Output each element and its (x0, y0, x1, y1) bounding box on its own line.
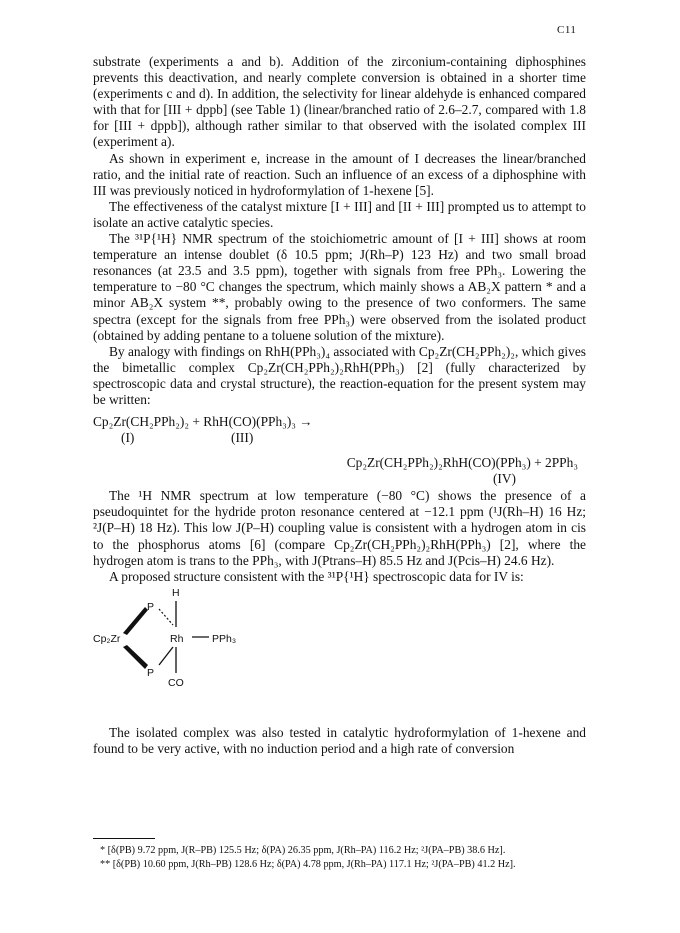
paragraph-5: By analogy with findings on RhH(PPh₃)₄ associated with Cp₂Zr(CH₂PPh₂)₂, which gives the bimetallic complex Cp₂Zr(CH₂PPh₂)₂RhH(PPh₃) [2] (fully characterized by spectroscopic data and crystal structure), the reaction-equation for the present system may be written: (93, 343, 586, 407)
label-co: CO (168, 676, 184, 689)
equation-reactant-labels (93, 430, 586, 447)
label-cp2zr: Cp₂Zr (93, 632, 121, 645)
paragraph-7: A proposed structure consistent with the ³¹P{¹H} spectroscopic data for IV is: (109, 568, 524, 584)
paragraph-3: The effectiveness of the catalyst mixture [I + III] and [II + III] prompted us to attempt to isolate an active catalytic species. (93, 198, 586, 230)
label-reactant-1: (I) (121, 430, 135, 446)
label-reactant-2: (III) (231, 430, 254, 446)
reaction-equation (93, 414, 586, 488)
paragraph-8: The isolated complex was also tested in catalytic hydroformylation of 1-hexene and found to be very active, with no induction period and a high rate of conversion (93, 724, 586, 756)
paragraph-1: substrate (experiments a and b). Addition of the zirconium-containing diphosphines prevents this deactivation, and nearly complete conversion is obtained in a shorter time (experiments c and d). In addition, the selectivity for linear aldehyde is enhanced compared with that for [III + dppb] (see Table 1) (linear/branched ratio of 2.6–2.7, compared with 1.8 for [III + dppb]), although rather similar to that observed with the isolated complex III (experiment a). (93, 54, 586, 150)
bond-p-bottom-rh (159, 647, 173, 665)
label-p-top: P (147, 600, 155, 613)
equation-reactants: Cp₂Zr(CH₂PPh₂)₂ + RhH(CO)(PPh₃)₃ → (93, 414, 313, 430)
label-rh: Rh (170, 632, 184, 645)
footnotes (100, 844, 590, 872)
label-pph3: PPh₃ (212, 632, 237, 645)
paragraph-4: The ³¹P{¹H} NMR spectrum of the stoichiometric amount of [I + III] shows at room temperature an intense doublet (δ 10.5 ppm; J(Rh–P) 123 Hz) and two small broad resonances (at 23.5 and 3.5 ppm), together with signals from free PPh₃. Lowering the temperature to −80 °C changes the spectrum, which mainly shows a AB₂X pattern * and a minor AB₂X system **, probably owing to the presence of two conformers. The same spectra (except for the signals from free PPh₃) were observed from the isolated product (obtained by adding pentane to a toluene solution of the mixture). (93, 231, 586, 343)
body-text (93, 54, 586, 757)
page-number: C11 (557, 24, 577, 36)
paragraph-6: The ¹H NMR spectrum at low temperature (−80 °C) shows the presence of a pseudoquintet for the hydride proton resonance centered at −12.1 ppm (¹J(Rh–H) 16 Hz; ²J(P–H) 18 Hz). This low J(P–H) coupling value is consistent with a hydrogen atom in cis to the phosphorus atoms [6] (compare Cp₂Zr(CH₂PPh₂)₂RhH(PPh₃) [2], where the hydrogen atom is trans to the PPh₃, with J(Ptrans–H) 85.5 Hz and J(Pcis–H) 24.6 Hz). (93, 488, 586, 568)
footnote-rule (93, 838, 155, 839)
bond-zr-p-top (123, 607, 148, 635)
label-p-bottom: P (147, 666, 155, 679)
label-product: (IV) (492, 471, 516, 487)
equation-products: Cp₂Zr(CH₂PPh₂)₂RhH(CO)(PPh₃) + 2PPh₃ (346, 455, 578, 471)
proposed-structure-diagram (93, 585, 586, 725)
bond-zr-p-bottom (123, 645, 148, 669)
label-h: H (172, 586, 180, 599)
structure-bonds (93, 585, 586, 725)
footnote-1: * [δ(PB) 9.72 ppm, J(R–PB) 125.5 Hz; δ(PA) 26.35 ppm, J(Rh–PA) 116.2 Hz; ²J(PA–PB) 38.6 Hz]. (100, 845, 506, 856)
bond-p-top-rh (159, 609, 173, 625)
paragraph-2: As shown in experiment e, increase in the amount of I decreases the linear/branched ratio, and the initial rate of reaction. Such an influence of an excess of a diphosphine with III was previously noticed in hydroformylation of 1-hexene [5]. (93, 150, 586, 198)
footnote-2: ** [δ(PB) 10.60 ppm, J(Rh–PB) 128.6 Hz; δ(PA) 4.78 ppm, J(Rh–PA) 117.1 Hz; ²J(PA–PB) 41.2 Hz]. (100, 859, 516, 870)
